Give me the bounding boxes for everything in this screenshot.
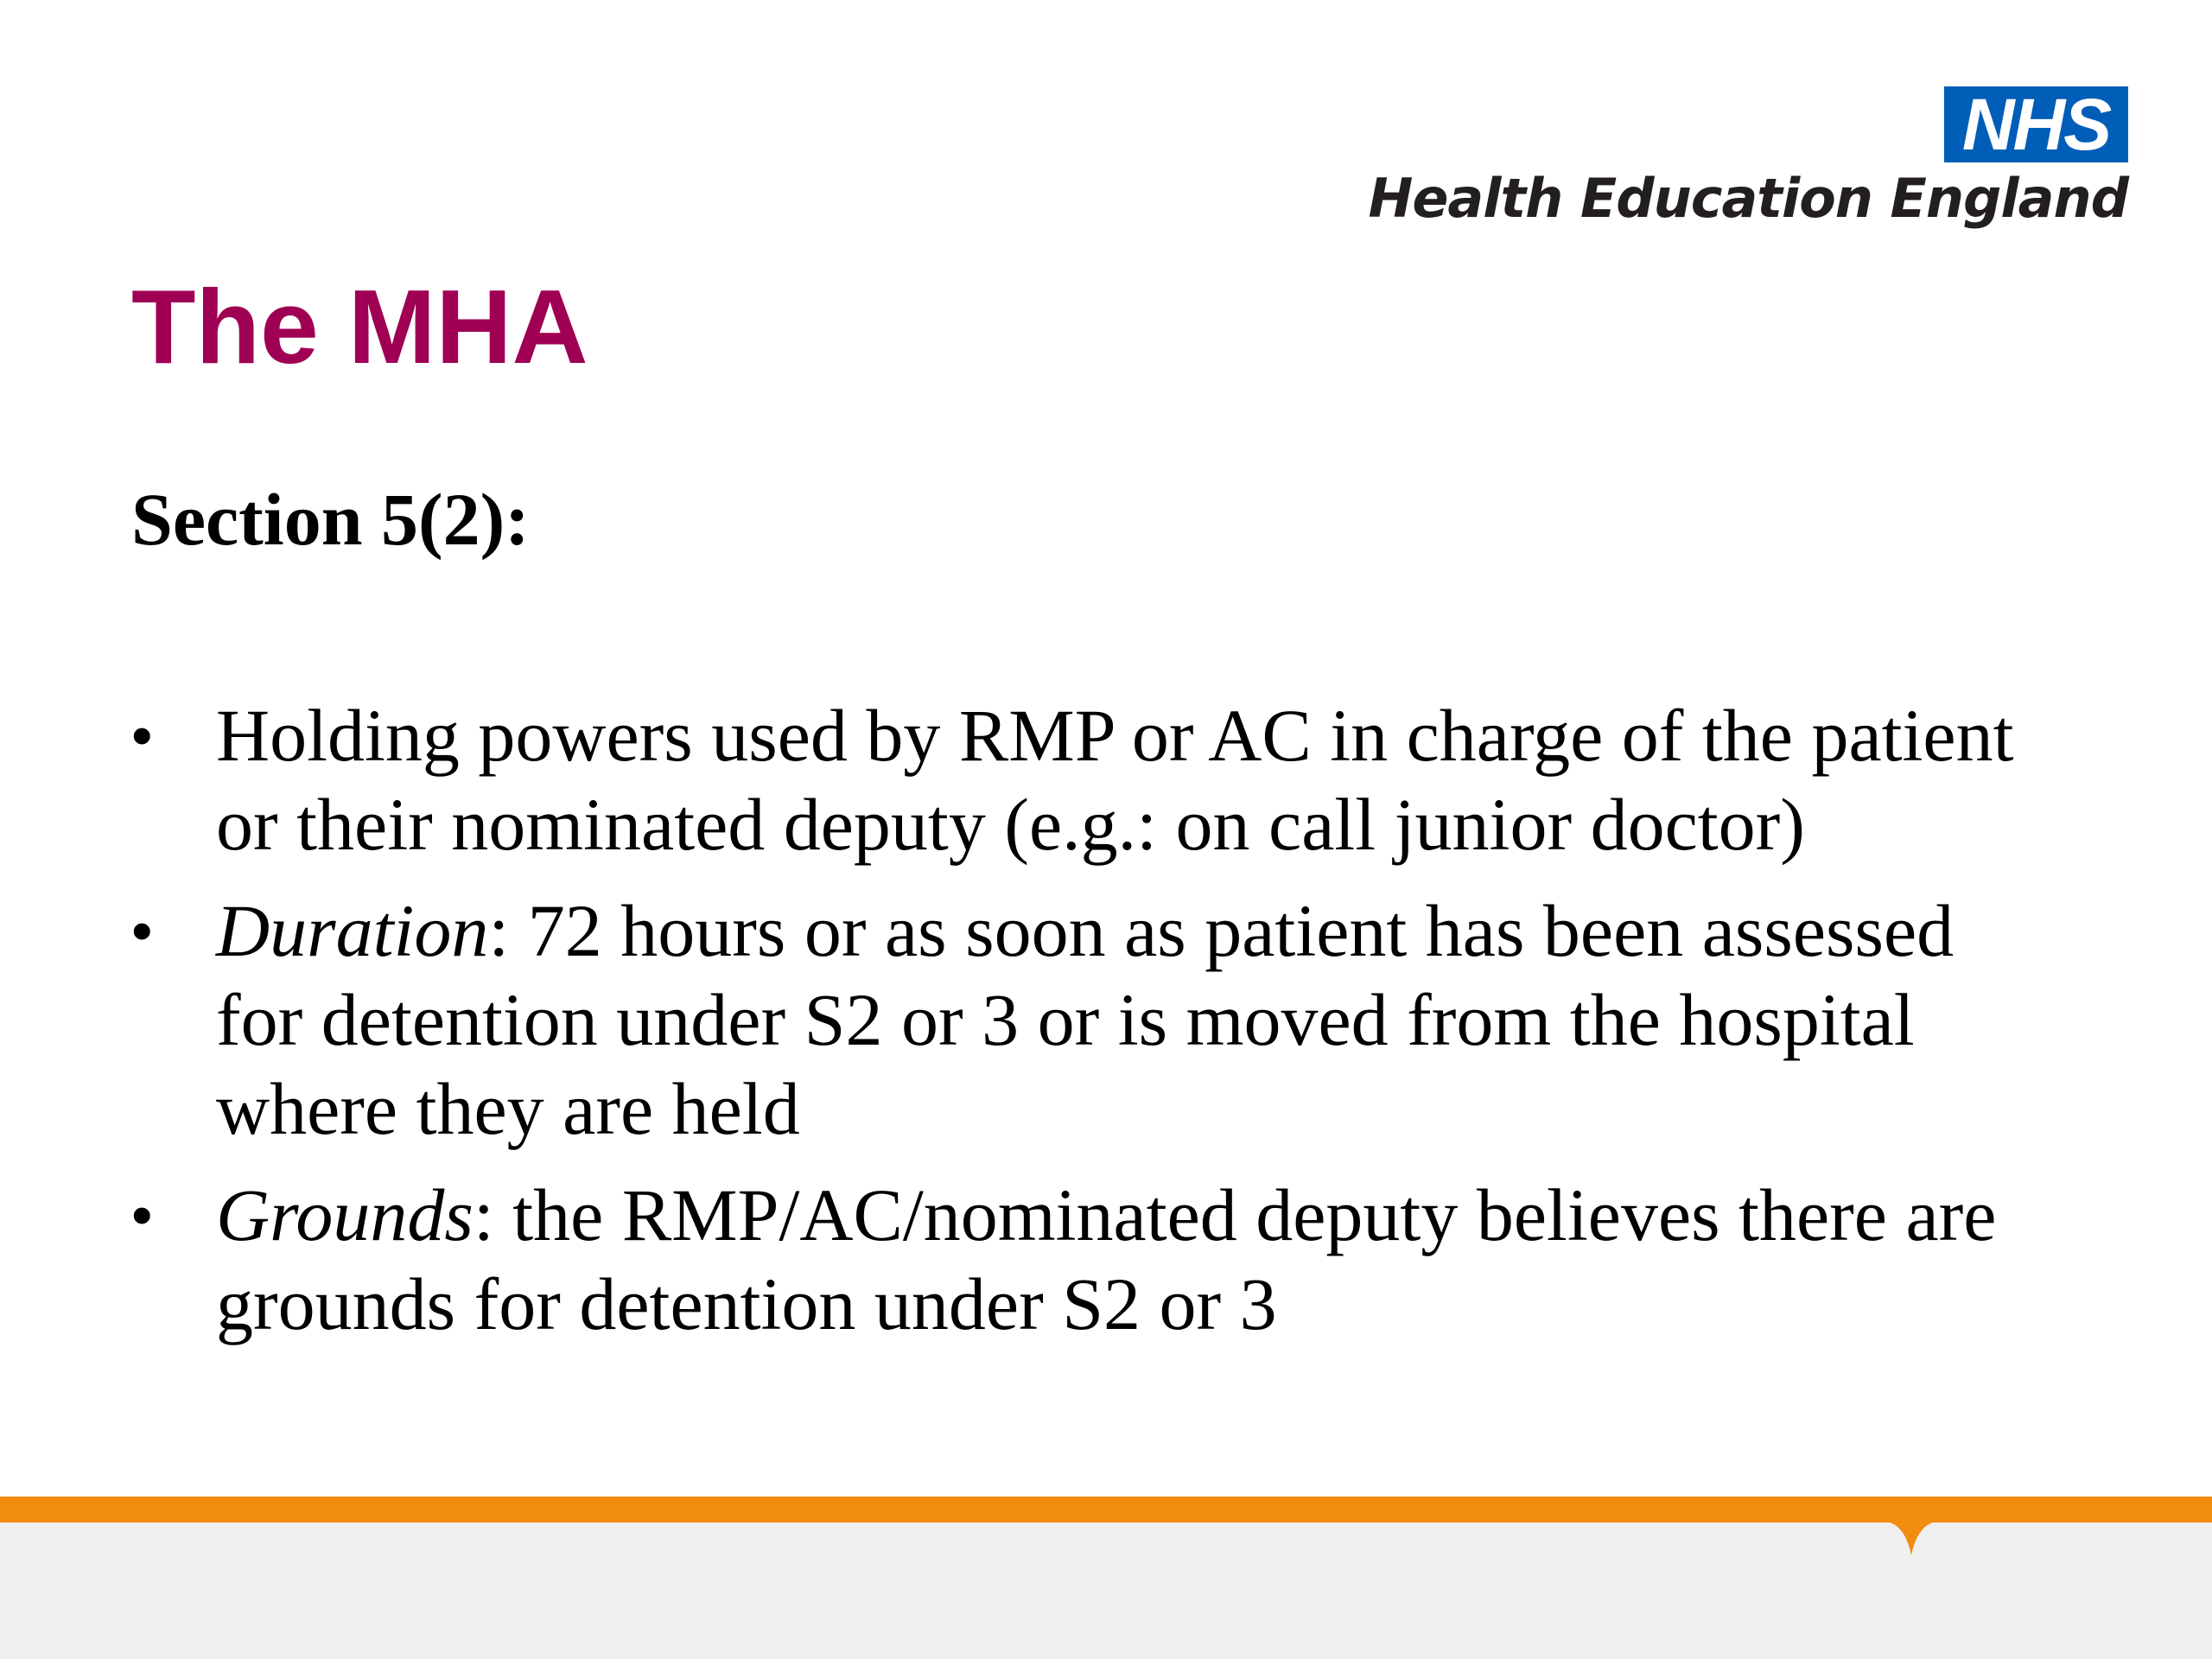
bullet-list xyxy=(131,691,2050,1366)
footer-accent-line xyxy=(0,1497,2212,1522)
bullet-text: Holding powers used by RMP or AC in charge of the patient or their nominated deputy (e.g.: on call junior doctor) xyxy=(216,694,2014,866)
nhs-badge xyxy=(1944,84,2128,165)
bullet-text: : 72 hours or as soon as patient has been assessed for detention under S2 or 3 or is moved from the hospital where they are held xyxy=(216,889,1955,1150)
nhs-hee-logo xyxy=(1351,86,2128,242)
bullet-dot: • xyxy=(131,702,153,769)
bullet-item-duration xyxy=(131,887,2050,1154)
bullet-dot: • xyxy=(131,897,153,964)
bullet-dot: • xyxy=(131,1181,153,1249)
nhs-badge-text: NHS xyxy=(1961,84,2111,165)
footer-notch-icon xyxy=(1880,1521,1942,1559)
bullet-label: Duration xyxy=(216,889,489,972)
bullet-item-holding-powers xyxy=(131,691,2050,869)
org-name: Health Education England xyxy=(1368,167,2128,230)
bullet-text: : the RMP/AC/nominated deputy believes there are grounds for detention under S2 or 3 xyxy=(216,1173,1997,1345)
page-title: The MHA xyxy=(131,268,588,385)
section-heading: Section 5(2): xyxy=(131,478,530,561)
bullet-label: Grounds xyxy=(216,1173,474,1256)
bullet-item-grounds xyxy=(131,1171,2050,1349)
